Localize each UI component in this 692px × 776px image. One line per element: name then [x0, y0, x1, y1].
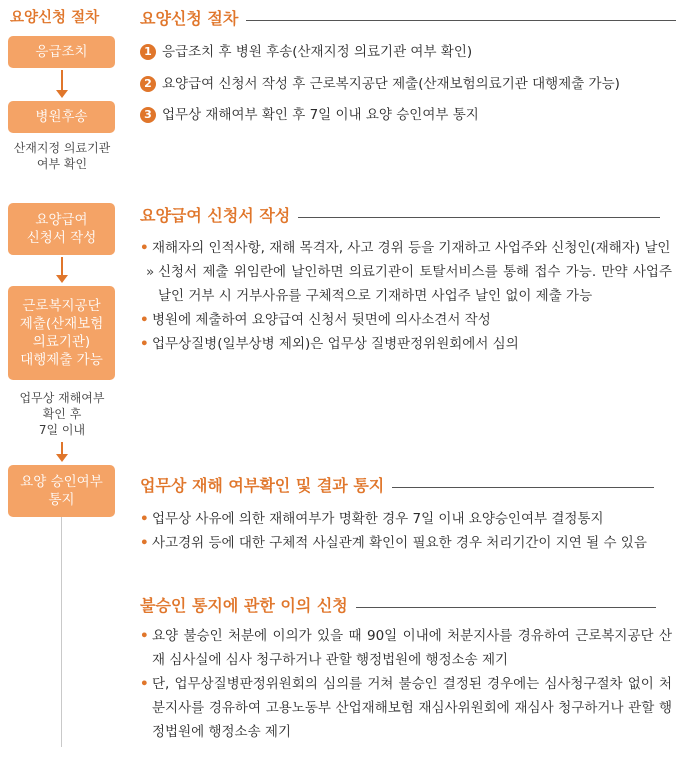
- flow-note-hospital: 산재지정 의료기관 여부 확인: [13, 141, 111, 171]
- flow-arrow: [61, 257, 63, 281]
- title-rule: [356, 607, 656, 608]
- bullet-text: 단, 업무상질병판정위원회의 심의를 거쳐 불승인 결정된 경우에는 심사청구절차 없이 처분지사를 경유하여 고용노동부 산업재해보험 재심사위원회에 재심사 청구하거나 관할 행정법원에 행정소송 제기: [152, 676, 672, 740]
- bullet-marker: •: [140, 628, 149, 644]
- section-title-procedure: [140, 6, 676, 29]
- bullet-item: [140, 332, 672, 356]
- flow-line: [61, 517, 62, 747]
- step-number: 3: [140, 107, 156, 123]
- sidebar-title: 요양신청 절차: [10, 10, 100, 26]
- title-rule: [298, 217, 660, 218]
- step-text: 요양급여 신청서 작성 후 근로복지공단 제출(산재보험의료기관 대행제출 가능): [162, 76, 620, 92]
- section-title-application: [140, 203, 660, 226]
- step-item: [140, 74, 620, 94]
- bullet-marker: •: [140, 511, 149, 527]
- step-text: 업무상 재해여부 확인 후 7일 이내 요양 승인여부 통지: [162, 107, 479, 123]
- flow-box-transport: 병원후송: [8, 101, 115, 133]
- title-rule: [392, 487, 654, 488]
- sub-bullet-item: [146, 260, 672, 308]
- step-item: [140, 42, 472, 62]
- step-text: 응급조치 후 병원 후송(산재지정 의료기관 여부 확인): [162, 44, 473, 60]
- bullet-marker: •: [140, 676, 149, 692]
- flow-box-application: 요양급여 신청서 작성: [8, 203, 115, 255]
- title-rule: [246, 20, 676, 21]
- bullet-item: [140, 531, 672, 555]
- section-title-appeal: [140, 593, 656, 616]
- step-number: 2: [140, 76, 156, 92]
- bullet-text: 사고경위 등에 대한 구체적 사실관계 확인이 필요한 경우 처리기간이 지연 될 수 있음: [152, 535, 647, 551]
- section-body-appeal: [140, 624, 672, 744]
- bullet-text: 병원에 제출하여 요양급여 신청서 뒷면에 의사소견서 작성: [152, 312, 491, 328]
- bullet-item: [140, 507, 672, 531]
- section-body-application: [140, 236, 672, 356]
- flow-note-review: 업무상 재해여부 확인 후 7일 이내: [19, 391, 105, 437]
- bullet-item: [140, 672, 672, 744]
- section-title-result: [140, 473, 654, 496]
- bullet-text: 업무상질병(일부상병 제외)은 업무상 질병판정위원회에서 심의: [152, 336, 519, 352]
- bullet-item: [140, 624, 672, 672]
- flow-box-submit: 근로복지공단 제출(산재보험 의료기관) 대행제출 가능: [8, 286, 115, 380]
- bullet-text: 재해자의 인적사항, 재해 목격자, 사고 경위 등을 기재하고 사업주와 신청인(재해자) 날인: [152, 240, 671, 256]
- bullet-marker: •: [140, 240, 149, 256]
- section-title-text: 요양급여 신청서 작성: [140, 206, 291, 225]
- section-title-text: 불승인 통지에 관한 이의 신청: [140, 596, 348, 615]
- flow-box-notice: 요양 승인여부 통지: [8, 465, 115, 517]
- step-number: 1: [140, 44, 156, 60]
- bullet-item: [140, 236, 672, 260]
- sub-bullet-text: 신청서 제출 위임란에 날인하면 의료기관이 토탈서비스를 통해 접수 가능. 만약 사업주 날인 거부 시 거부사유를 구체적으로 기재하면 사업주 날인 없이 제출 가능: [158, 264, 672, 304]
- section-title-text: 업무상 재해 여부확인 및 결과 통지: [140, 476, 385, 495]
- bullet-item: [140, 308, 672, 332]
- step-item: [140, 105, 479, 125]
- flow-arrow: [61, 70, 63, 96]
- section-title-text: 요양신청 절차: [140, 9, 239, 28]
- bullet-text: 업무상 사유에 의한 재해여부가 명확한 경우 7일 이내 요양승인여부 결정통지: [152, 511, 604, 527]
- flow-arrow: [61, 442, 63, 460]
- sub-bullet-marker: »: [146, 264, 155, 280]
- bullet-text: 요양 불승인 처분에 이의가 있을 때 90일 이내에 처분지사를 경유하여 근로복지공단 산재 심사실에 심사 청구하거나 관할 행정법원에 행정소송 제기: [152, 628, 672, 668]
- section-body-result: [140, 507, 672, 555]
- bullet-marker: •: [140, 336, 149, 352]
- bullet-marker: •: [140, 312, 149, 328]
- flow-box-first-aid: 응급조치: [8, 36, 115, 68]
- bullet-marker: •: [140, 535, 149, 551]
